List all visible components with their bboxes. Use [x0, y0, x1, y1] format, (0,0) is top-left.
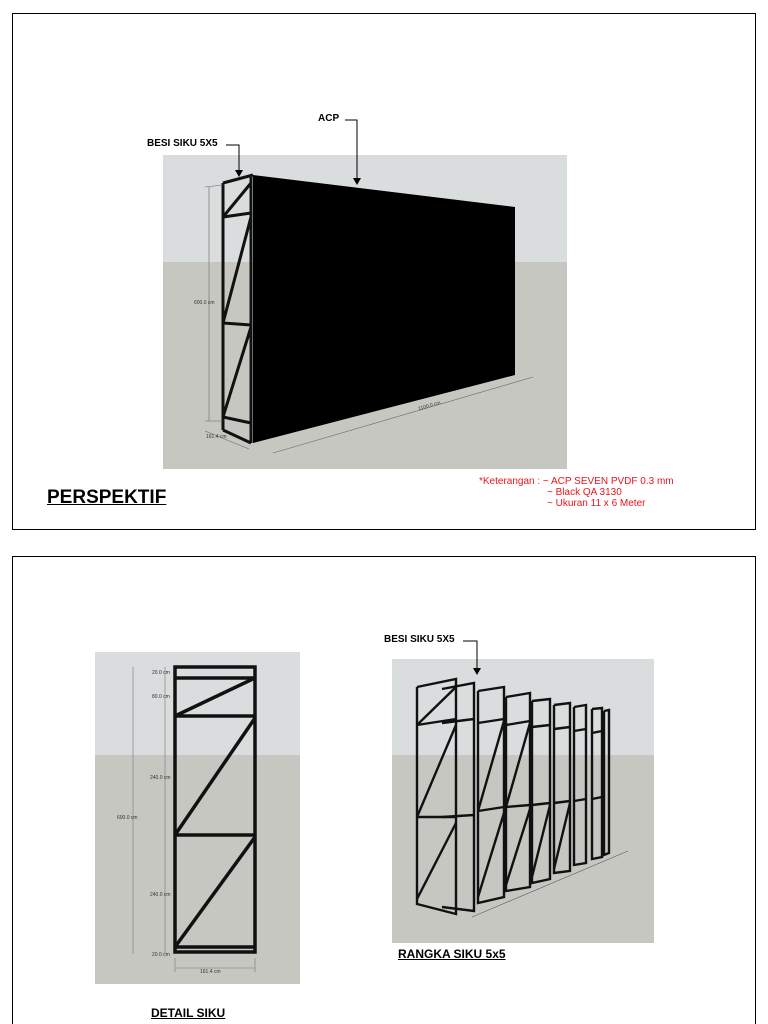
besi-leader [226, 143, 246, 179]
dim-length: 1100.0 cm [417, 399, 442, 413]
perspective-render [163, 155, 567, 469]
acp-leader [345, 118, 365, 188]
perspective-title: PERSPEKTIF [47, 487, 167, 508]
besi-rangka-leader [463, 639, 485, 679]
note-line-2: ~ Black QA 3130 [547, 487, 622, 498]
detail-dim-5: 240.0 cm [150, 892, 171, 898]
label-besi-siku: BESI SIKU 5X5 [147, 138, 218, 149]
detail-dim-2: 80.0 cm [152, 694, 170, 700]
detail-dim-4: 600.0 cm [117, 815, 138, 821]
note-line-3: ~ Ukuran 11 x 6 Meter [547, 498, 646, 509]
rangka-siku-title: RANGKA SIKU 5x5 [398, 947, 506, 961]
note-line-1: *Keterangan : ~ ACP SEVEN PVDF 0.3 mm [479, 476, 674, 487]
detail-siku-title: DETAIL SIKU [151, 1006, 226, 1020]
detail-dim-1: 20.0 cm [152, 670, 170, 676]
detail-dim-width: 161.4 cm [200, 969, 221, 975]
dim-depth: 161.4 cm [206, 434, 227, 440]
detail-dim-6: 20.0 cm [152, 952, 170, 958]
rangka-render [392, 659, 654, 943]
label-acp: ACP [318, 113, 340, 124]
dim-height: 600.0 cm [194, 300, 215, 306]
label-besi-siku-rangka: BESI SIKU 5X5 [384, 634, 455, 645]
detail-dim-3: 240.0 cm [150, 775, 171, 781]
